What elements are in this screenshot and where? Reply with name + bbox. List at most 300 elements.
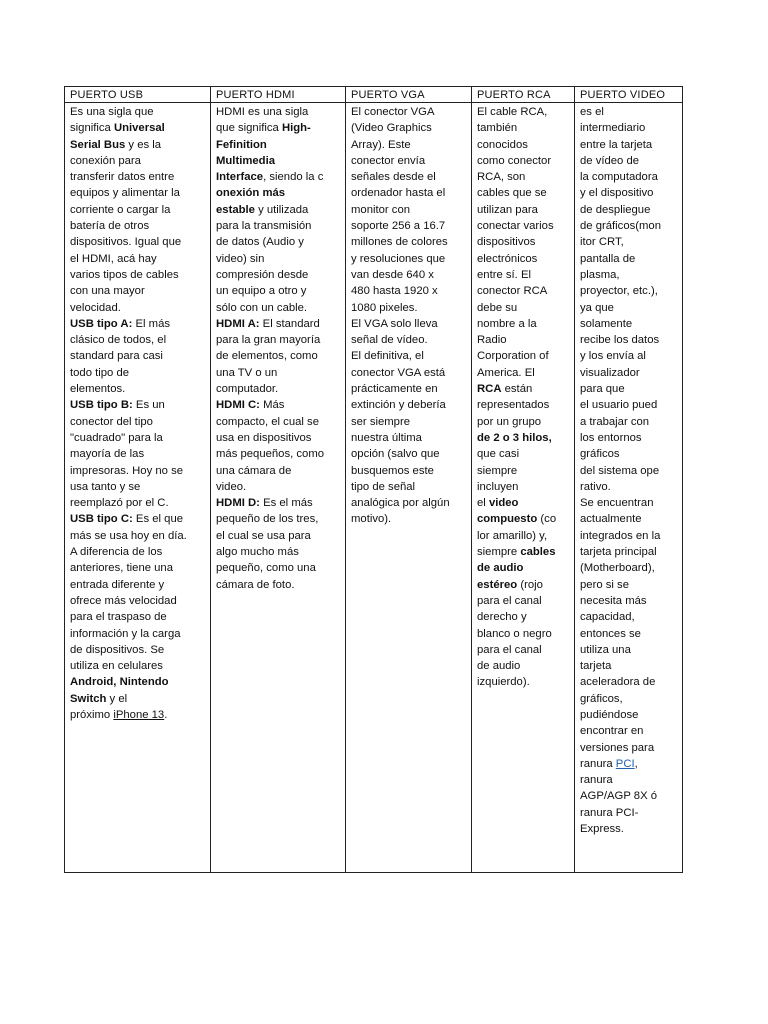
text-run: conector RCA <box>477 285 548 298</box>
bold-text: RCA <box>477 383 502 396</box>
text-run: Más <box>259 399 285 412</box>
text-line <box>477 251 570 267</box>
text-line <box>477 137 570 153</box>
text-line <box>580 495 678 511</box>
text-run: AGP/AGP 8X ó <box>580 790 658 803</box>
text-line <box>477 463 570 479</box>
text-run: mayoría de las <box>70 448 145 461</box>
text-run: como conector <box>477 154 552 167</box>
text-run: clásico de todos, el <box>70 334 167 347</box>
text-line <box>580 104 678 120</box>
text-line <box>351 104 467 120</box>
text-run: utilizan para <box>477 203 538 216</box>
text-run: entre la tarjeta <box>580 138 653 151</box>
text-line <box>477 300 570 316</box>
bold-text: Serial Bus <box>70 138 126 151</box>
text-line <box>580 593 678 609</box>
text-run: de gráficos(mon <box>580 220 661 233</box>
bold-text: USB tipo C: <box>70 513 133 526</box>
text-run: lor amarillo) y, <box>477 529 548 542</box>
text-run: y es la <box>125 138 162 151</box>
text-run: los entornos <box>580 431 642 444</box>
bold-text: Universal <box>113 122 165 135</box>
text-line <box>580 740 678 756</box>
text-line <box>70 511 206 527</box>
text-run: Es el que <box>132 513 184 526</box>
text-run: video. <box>216 480 247 493</box>
text-run: pudiéndose <box>580 708 639 721</box>
text-run: siempre <box>477 546 521 559</box>
text-line <box>580 251 678 267</box>
text-run: y resoluciones que <box>351 252 446 265</box>
text-run: Radio <box>477 334 507 347</box>
text-line <box>580 560 678 576</box>
text-line <box>477 430 570 446</box>
text-run: de audio <box>477 660 521 673</box>
text-line <box>477 528 570 544</box>
text-line <box>70 300 206 316</box>
header-cell-usb: PUERTO USB <box>65 87 211 103</box>
bold-text: HDMI C: <box>216 399 260 412</box>
text-run: necesita más <box>580 594 647 607</box>
text-run: Se encuentran <box>580 497 654 510</box>
text-run: más se usa hoy en día. <box>70 529 187 542</box>
text-run: encontrar en <box>580 725 644 738</box>
text-run: rativo. <box>580 480 611 493</box>
text-line <box>477 414 570 430</box>
text-line <box>351 267 467 283</box>
text-run: de dispositivos. Se <box>70 643 165 656</box>
text-run: proyector, etc.), <box>580 285 658 298</box>
text-line <box>70 202 206 218</box>
text-line <box>216 463 341 479</box>
text-line <box>351 300 467 316</box>
text-run: tarjeta principal <box>580 546 657 559</box>
text-run: debe su <box>477 301 518 314</box>
text-line <box>477 642 570 658</box>
text-run: de vídeo de <box>580 154 640 167</box>
text-line <box>216 316 341 332</box>
text-line <box>70 218 206 234</box>
text-line <box>580 805 678 821</box>
text-line <box>580 316 678 332</box>
text-run: "cuadrado" para la <box>70 431 163 444</box>
text-run: ya que <box>580 301 614 314</box>
text-line <box>477 218 570 234</box>
text-line <box>216 446 341 462</box>
text-run: ranura <box>580 757 616 770</box>
text-run: nombre a la <box>477 317 537 330</box>
text-run: solamente <box>580 317 633 330</box>
text-run: de elementos, como <box>216 350 318 363</box>
text-line <box>580 120 678 136</box>
ports-table <box>64 86 683 873</box>
text-line <box>477 593 570 609</box>
text-line <box>70 185 206 201</box>
cell-usb-description <box>65 103 211 873</box>
text-line <box>351 381 467 397</box>
text-run: El conector VGA <box>351 106 435 118</box>
text-run: siempre <box>477 464 518 477</box>
text-run: para el canal <box>477 594 542 607</box>
text-run: una cámara de <box>216 464 292 477</box>
text-run: usa tanto y se <box>70 480 141 493</box>
text-run: America. El <box>477 366 535 379</box>
content-row <box>65 103 683 873</box>
text-line <box>580 218 678 234</box>
text-line <box>70 544 206 560</box>
pci-link[interactable]: PCI <box>615 757 635 770</box>
text-run: incluyen <box>477 480 519 493</box>
text-line <box>351 479 467 495</box>
text-run: ranura <box>580 774 613 787</box>
text-line <box>477 365 570 381</box>
text-line <box>216 104 341 120</box>
text-line <box>580 234 678 250</box>
bold-text: HDMI D: <box>216 497 260 510</box>
bold-text: Multimedia <box>216 154 275 167</box>
text-line <box>351 365 467 381</box>
text-line <box>216 544 341 560</box>
text-run: video) sin <box>216 252 265 265</box>
text-run: para el traspaso de <box>70 611 167 624</box>
text-run: aceleradora de <box>580 676 656 689</box>
text-line <box>477 185 570 201</box>
text-line <box>580 348 678 364</box>
text-run: RCA, son <box>477 171 526 184</box>
text-run: velocidad. <box>70 301 121 314</box>
text-line <box>70 642 206 658</box>
text-line <box>580 185 678 201</box>
text-run: , <box>634 757 638 770</box>
text-line <box>351 202 467 218</box>
text-line <box>70 658 206 674</box>
text-line <box>70 120 206 136</box>
text-run: compresión desde <box>216 268 309 281</box>
text-run: Express. <box>580 823 624 836</box>
text-run: y utilizada <box>254 203 309 216</box>
text-line <box>70 348 206 364</box>
text-line <box>216 479 341 495</box>
text-line <box>70 430 206 446</box>
text-line <box>477 560 570 576</box>
text-line <box>70 137 206 153</box>
header-row <box>65 87 683 103</box>
text-line <box>351 414 467 430</box>
text-run: batería de otros <box>70 220 150 233</box>
text-run: (co <box>537 513 557 526</box>
text-line <box>477 544 570 560</box>
text-run: 480 hasta 1920 x <box>351 285 438 298</box>
text-line <box>477 511 570 527</box>
text-run: corriente o cargar la <box>70 203 171 216</box>
text-line <box>580 479 678 495</box>
cell-video-description <box>575 103 683 873</box>
text-line <box>580 626 678 642</box>
text-line <box>70 609 206 625</box>
text-run: analógica por algún <box>351 497 450 510</box>
text-line <box>580 153 678 169</box>
text-run: usa en dispositivos <box>216 431 312 444</box>
text-run: información y la carga <box>70 627 181 640</box>
bold-text: de audio <box>477 562 524 575</box>
text-line <box>477 479 570 495</box>
text-run: millones de colores <box>351 236 448 249</box>
bold-text: de 2 o 3 hilos, <box>477 431 552 444</box>
text-run: utiliza en celulares <box>70 660 163 673</box>
header-cell-vga: PUERTO VGA <box>346 87 472 103</box>
text-line <box>70 381 206 397</box>
text-line <box>477 397 570 413</box>
text-run: cámara de foto. <box>216 578 295 591</box>
text-line <box>580 397 678 413</box>
text-line <box>477 577 570 593</box>
text-line <box>351 316 467 332</box>
text-line <box>477 104 570 120</box>
text-run: intermediario <box>580 122 646 135</box>
text-run: Es un <box>132 399 165 412</box>
text-line <box>216 283 341 299</box>
text-run: Es una sigla que <box>70 106 154 118</box>
text-line <box>70 560 206 576</box>
text-line <box>216 414 341 430</box>
text-run: ordenador hasta el <box>351 187 446 200</box>
text-run: tipo de señal <box>351 480 416 493</box>
text-run: el cual se usa para <box>216 529 311 542</box>
text-line <box>70 691 206 707</box>
text-run: El cable RCA, <box>477 106 548 118</box>
text-run: van desde 640 x <box>351 268 434 281</box>
text-run: plasma, <box>580 268 620 281</box>
text-run: para la transmisión <box>216 220 312 233</box>
text-line <box>216 202 341 218</box>
text-line <box>216 511 341 527</box>
bold-text: USB tipo B: <box>70 399 133 412</box>
bold-text: USB tipo A: <box>70 317 133 330</box>
text-run: y los envía al <box>580 350 646 363</box>
text-line <box>351 495 467 511</box>
text-run: y el dispositivo <box>580 187 654 200</box>
text-line <box>216 137 341 153</box>
text-line <box>216 251 341 267</box>
text-line <box>351 283 467 299</box>
text-line <box>580 202 678 218</box>
text-line <box>351 137 467 153</box>
text-line <box>351 463 467 479</box>
text-run: El definitiva, el <box>351 350 424 363</box>
text-line <box>477 658 570 674</box>
text-run: Es el más <box>259 497 313 510</box>
text-line <box>351 251 467 267</box>
cell-rca-description <box>472 103 575 873</box>
text-run: visualizador <box>580 366 640 379</box>
text-line <box>351 218 467 234</box>
text-line <box>477 169 570 185</box>
text-run: reemplazó por el C. <box>70 497 169 510</box>
text-run: soporte 256 a 16.7 <box>351 220 446 233</box>
text-line <box>70 593 206 609</box>
text-line <box>351 234 467 250</box>
text-line <box>580 821 678 837</box>
text-line <box>351 332 467 348</box>
text-run: recibe los datos <box>580 334 660 347</box>
text-line <box>70 577 206 593</box>
text-line <box>216 381 341 397</box>
text-line <box>70 446 206 462</box>
bold-text: Interface <box>216 171 264 184</box>
text-line <box>580 332 678 348</box>
text-run: el <box>477 497 489 510</box>
cell-hdmi-description <box>211 103 346 873</box>
text-line <box>580 381 678 397</box>
text-line <box>580 788 678 804</box>
bold-text: estable <box>216 203 255 216</box>
text-run: ofrece más velocidad <box>70 594 177 607</box>
bold-text: cables <box>520 546 556 559</box>
text-line <box>580 430 678 446</box>
text-line <box>216 528 341 544</box>
text-run: electrónicos <box>477 252 538 265</box>
text-line <box>477 316 570 332</box>
text-line <box>70 626 206 642</box>
text-line <box>580 446 678 462</box>
text-run: dispositivos. Igual que <box>70 236 182 249</box>
text-run: nuestra última <box>351 431 422 444</box>
text-run: están <box>501 383 533 396</box>
text-run: más pequeños, como <box>216 448 325 461</box>
text-line <box>216 234 341 250</box>
text-run: integrados en la <box>580 529 661 542</box>
text-run: con una mayor <box>70 285 145 298</box>
text-line <box>70 707 206 723</box>
text-run: entre sí. El <box>477 268 531 281</box>
text-run: dispositivos <box>477 236 536 249</box>
text-line <box>216 365 341 381</box>
text-run: conexión para <box>70 154 141 167</box>
text-run: capacidad, <box>580 611 635 624</box>
text-run: El VGA solo lleva <box>351 317 438 330</box>
text-line <box>580 723 678 739</box>
text-run: es el <box>580 106 604 118</box>
text-line <box>216 300 341 316</box>
text-line <box>580 528 678 544</box>
text-line <box>70 463 206 479</box>
text-line <box>216 153 341 169</box>
text-run: (Motherboard), <box>580 562 655 575</box>
text-line <box>70 414 206 430</box>
text-run: standard para casi <box>70 350 163 363</box>
text-line <box>580 642 678 658</box>
text-run: transferir datos entre <box>70 171 175 184</box>
text-run: (Video Graphics <box>351 122 432 135</box>
text-run: extinción y debería <box>351 399 446 412</box>
text-line <box>477 446 570 462</box>
text-line <box>580 658 678 674</box>
text-line <box>477 120 570 136</box>
text-run: El más <box>132 317 171 330</box>
text-run: entrada diferente y <box>70 578 165 591</box>
text-run: para el canal <box>477 643 542 656</box>
underlined-text: iPhone 13 <box>113 708 165 721</box>
text-run: del sistema ope <box>580 464 660 477</box>
text-run: que significa <box>216 122 282 135</box>
text-run: señal de vídeo. <box>351 334 428 347</box>
text-line <box>70 169 206 185</box>
text-line <box>580 414 678 430</box>
text-run: , siendo la c <box>263 171 324 184</box>
text-line <box>70 267 206 283</box>
header-cell-rca: PUERTO RCA <box>472 87 575 103</box>
text-run: pequeño, como una <box>216 562 316 575</box>
text-line <box>70 365 206 381</box>
text-run: representados <box>477 399 550 412</box>
text-line <box>477 332 570 348</box>
text-run: izquierdo). <box>477 676 530 689</box>
text-line <box>351 430 467 446</box>
text-line <box>216 267 341 283</box>
text-line <box>70 153 206 169</box>
text-line <box>351 185 467 201</box>
text-run: a trabajar con <box>580 415 650 428</box>
bold-text: HDMI A: <box>216 317 260 330</box>
text-run: computador. <box>216 383 279 396</box>
text-run: algo mucho más <box>216 546 299 559</box>
text-line <box>477 283 570 299</box>
text-run: (rojo <box>517 578 543 591</box>
text-run: todo tipo de <box>70 366 130 379</box>
text-line <box>580 267 678 283</box>
text-line <box>580 707 678 723</box>
text-run: próximo <box>70 708 114 721</box>
header-cell-hdmi: PUERTO HDMI <box>211 87 346 103</box>
text-line <box>351 511 467 527</box>
text-run: derecho y <box>477 611 527 624</box>
text-run: por un grupo <box>477 415 542 428</box>
text-line <box>70 316 206 332</box>
text-line <box>351 153 467 169</box>
text-run: actualmente <box>580 513 642 526</box>
text-run: tarjeta <box>580 660 612 673</box>
text-run: un equipo a otro y <box>216 285 307 298</box>
text-line <box>70 283 206 299</box>
text-line <box>70 528 206 544</box>
text-run: . <box>164 708 168 721</box>
text-line <box>580 544 678 560</box>
text-run: monitor con <box>351 203 411 216</box>
text-run: versiones para <box>580 741 655 754</box>
text-line <box>216 495 341 511</box>
text-run: gráficos, <box>580 692 623 705</box>
text-line <box>216 560 341 576</box>
text-line <box>351 446 467 462</box>
text-run: pantalla de <box>580 252 636 265</box>
text-line <box>580 577 678 593</box>
text-run: una TV o un <box>216 366 278 379</box>
text-run: cables que se <box>477 187 547 200</box>
text-run: para la gran mayoría <box>216 334 321 347</box>
text-line <box>580 169 678 185</box>
text-run: el usuario pued <box>580 399 658 412</box>
text-line <box>70 495 206 511</box>
text-run: el HDMI, acá hay <box>70 252 157 265</box>
text-run: motivo). <box>351 513 392 526</box>
text-line <box>477 234 570 250</box>
text-line <box>477 348 570 364</box>
text-line <box>580 609 678 625</box>
text-run: gráficos <box>580 448 620 461</box>
text-line <box>216 185 341 201</box>
text-run: El standard <box>259 317 320 330</box>
